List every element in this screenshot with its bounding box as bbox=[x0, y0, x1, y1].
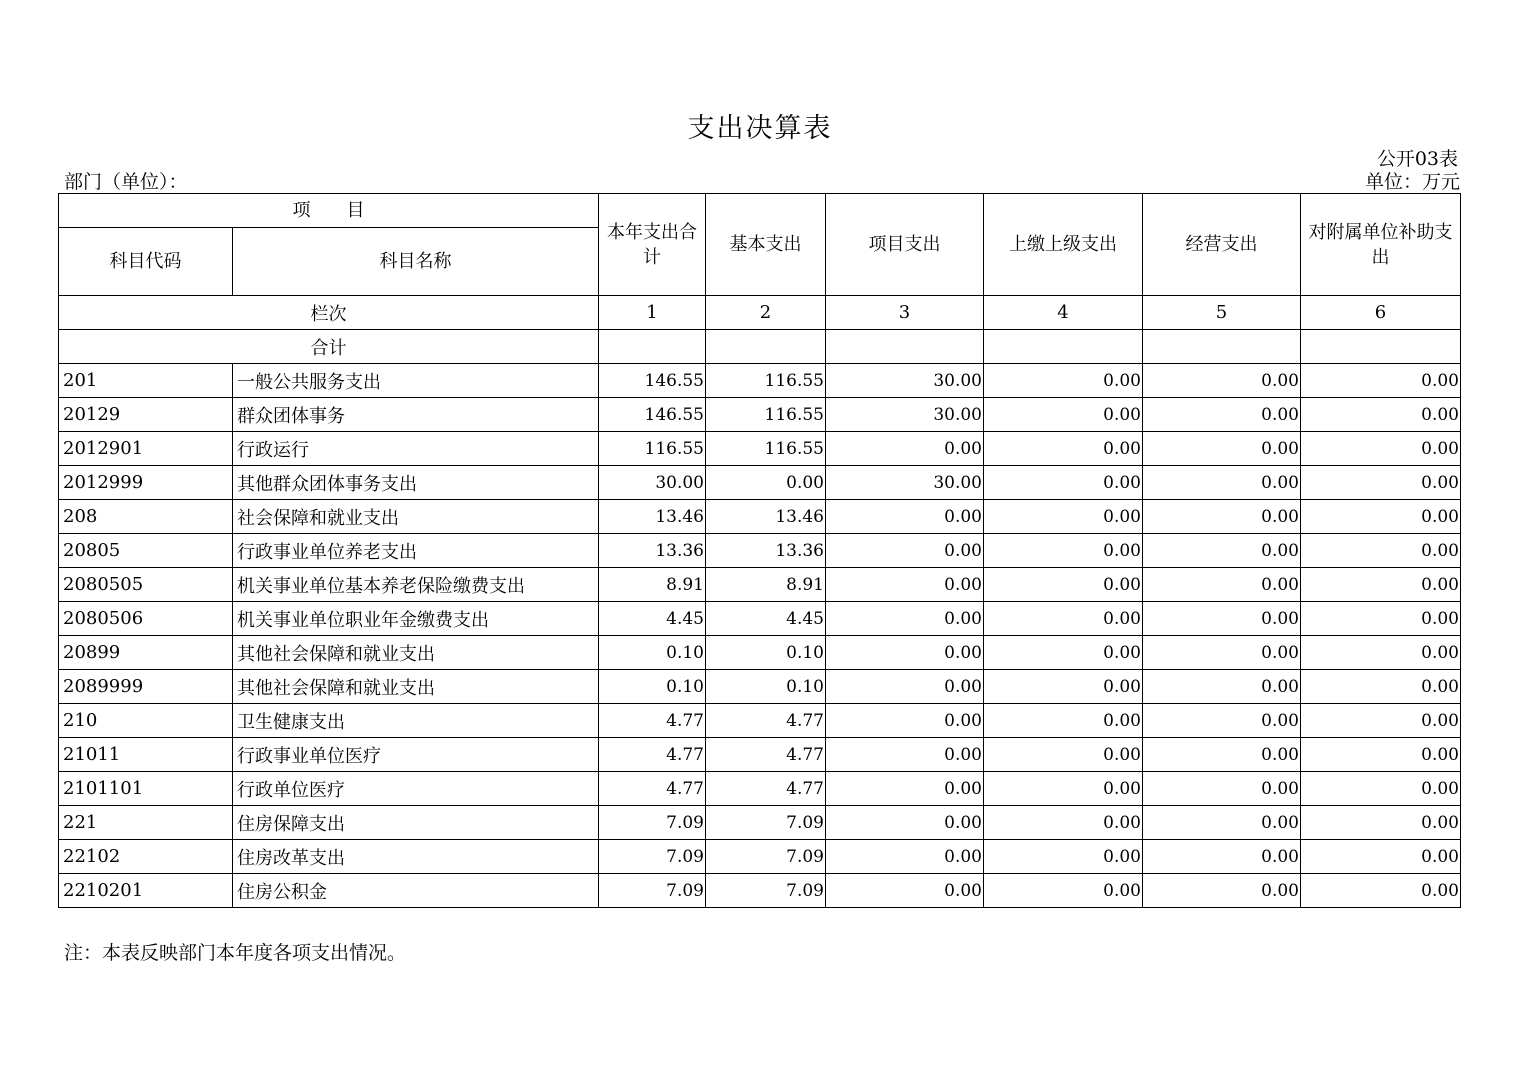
amount-cell: 7.09 bbox=[599, 874, 706, 908]
amount-cell: 4.45 bbox=[706, 602, 826, 636]
amount-cell: 0.00 bbox=[1301, 840, 1461, 874]
amount-cell: 0.00 bbox=[984, 704, 1143, 738]
amount-cell: 116.55 bbox=[599, 432, 706, 466]
table-row bbox=[59, 636, 1461, 670]
table-row bbox=[59, 568, 1461, 602]
amount-cell: 0.00 bbox=[826, 534, 984, 568]
subject-name: 住房改革支出 bbox=[233, 840, 599, 874]
amount-cell: 8.91 bbox=[599, 568, 706, 602]
amount-cell: 0.00 bbox=[1143, 568, 1301, 602]
header-basic: 基本支出 bbox=[706, 194, 826, 296]
subject-name: 社会保障和就业支出 bbox=[233, 500, 599, 534]
amount-cell: 0.00 bbox=[826, 704, 984, 738]
header-business: 经营支出 bbox=[1143, 194, 1301, 296]
amount-cell: 0.00 bbox=[984, 364, 1143, 398]
amount-cell: 0.00 bbox=[984, 432, 1143, 466]
table-row bbox=[59, 704, 1461, 738]
amount-cell: 7.09 bbox=[706, 874, 826, 908]
total-value bbox=[826, 330, 984, 364]
amount-cell: 0.00 bbox=[984, 568, 1143, 602]
subject-code: 2012999 bbox=[59, 466, 233, 500]
subject-code: 208 bbox=[59, 500, 233, 534]
amount-cell: 0.00 bbox=[984, 636, 1143, 670]
amount-cell: 0.00 bbox=[1143, 534, 1301, 568]
amount-cell: 8.91 bbox=[706, 568, 826, 602]
amount-cell: 7.09 bbox=[599, 840, 706, 874]
column-number: 1 bbox=[599, 296, 706, 330]
amount-cell: 0.00 bbox=[1143, 772, 1301, 806]
column-number: 3 bbox=[826, 296, 984, 330]
amount-cell: 0.00 bbox=[826, 568, 984, 602]
amount-cell: 4.77 bbox=[599, 772, 706, 806]
amount-cell: 0.00 bbox=[1301, 670, 1461, 704]
amount-cell: 0.00 bbox=[706, 466, 826, 500]
amount-cell: 0.00 bbox=[1143, 874, 1301, 908]
header-total: 本年支出合计 bbox=[599, 194, 706, 296]
amount-cell: 0.00 bbox=[984, 874, 1143, 908]
amount-cell: 0.00 bbox=[984, 772, 1143, 806]
table-row bbox=[59, 534, 1461, 568]
amount-cell: 0.00 bbox=[1301, 466, 1461, 500]
column-number: 2 bbox=[706, 296, 826, 330]
amount-cell: 0.00 bbox=[1301, 568, 1461, 602]
page-title: 支出决算表 bbox=[687, 113, 833, 144]
amount-cell: 0.00 bbox=[984, 738, 1143, 772]
column-number: 5 bbox=[1143, 296, 1301, 330]
table-row bbox=[59, 432, 1461, 466]
amount-cell: 0.00 bbox=[826, 738, 984, 772]
amount-cell: 30.00 bbox=[826, 398, 984, 432]
table-row bbox=[59, 772, 1461, 806]
amount-cell: 0.00 bbox=[1143, 466, 1301, 500]
subject-code: 2101101 bbox=[59, 772, 233, 806]
subject-name: 其他社会保障和就业支出 bbox=[233, 636, 599, 670]
amount-cell: 0.00 bbox=[826, 670, 984, 704]
column-number-row bbox=[59, 296, 1461, 330]
amount-cell: 0.00 bbox=[1143, 364, 1301, 398]
amount-cell: 116.55 bbox=[706, 432, 826, 466]
table-row bbox=[59, 500, 1461, 534]
amount-cell: 0.00 bbox=[1143, 602, 1301, 636]
amount-cell: 0.00 bbox=[1143, 738, 1301, 772]
subject-name: 其他群众团体事务支出 bbox=[233, 466, 599, 500]
amount-cell: 0.00 bbox=[826, 874, 984, 908]
amount-cell: 0.00 bbox=[1301, 738, 1461, 772]
amount-cell: 0.00 bbox=[1301, 874, 1461, 908]
amount-cell: 0.00 bbox=[826, 432, 984, 466]
subject-code: 22102 bbox=[59, 840, 233, 874]
amount-cell: 0.00 bbox=[984, 840, 1143, 874]
subject-name: 行政事业单位养老支出 bbox=[233, 534, 599, 568]
subject-name: 行政事业单位医疗 bbox=[233, 738, 599, 772]
amount-cell: 0.10 bbox=[706, 670, 826, 704]
unit-label: 单位：万元 bbox=[1364, 171, 1460, 193]
subject-name: 行政运行 bbox=[233, 432, 599, 466]
amount-cell: 0.00 bbox=[1143, 500, 1301, 534]
amount-cell: 116.55 bbox=[706, 364, 826, 398]
header-upper: 上缴上级支出 bbox=[984, 194, 1143, 296]
table-row bbox=[59, 466, 1461, 500]
amount-cell: 0.10 bbox=[599, 670, 706, 704]
amount-cell: 7.09 bbox=[706, 806, 826, 840]
total-row bbox=[59, 330, 1461, 364]
form-number: 公开03表 bbox=[1376, 148, 1458, 170]
amount-cell: 0.00 bbox=[826, 806, 984, 840]
subject-name: 住房保障支出 bbox=[233, 806, 599, 840]
table-row bbox=[59, 398, 1461, 432]
header-code: 科目代码 bbox=[59, 228, 233, 296]
subject-code: 221 bbox=[59, 806, 233, 840]
amount-cell: 30.00 bbox=[826, 466, 984, 500]
amount-cell: 0.00 bbox=[1301, 500, 1461, 534]
total-value bbox=[599, 330, 706, 364]
subject-code: 2210201 bbox=[59, 874, 233, 908]
header-subsidy: 对附属单位补助支出 bbox=[1301, 194, 1461, 296]
subject-code: 201 bbox=[59, 364, 233, 398]
subject-name: 其他社会保障和就业支出 bbox=[233, 670, 599, 704]
amount-cell: 13.46 bbox=[706, 500, 826, 534]
amount-cell: 0.00 bbox=[984, 466, 1143, 500]
amount-cell: 0.00 bbox=[1301, 772, 1461, 806]
header-project: 项目支出 bbox=[826, 194, 984, 296]
table-row bbox=[59, 806, 1461, 840]
footnote: 注：本表反映部门本年度各项支出情况。 bbox=[64, 942, 407, 964]
amount-cell: 0.00 bbox=[984, 534, 1143, 568]
amount-cell: 30.00 bbox=[599, 466, 706, 500]
subject-code: 2089999 bbox=[59, 670, 233, 704]
amount-cell: 0.00 bbox=[1301, 534, 1461, 568]
total-label: 合计 bbox=[59, 330, 599, 364]
amount-cell: 0.00 bbox=[1143, 636, 1301, 670]
subject-code: 20805 bbox=[59, 534, 233, 568]
amount-cell: 0.00 bbox=[1301, 602, 1461, 636]
expenditure-table bbox=[58, 193, 1461, 908]
total-value bbox=[1143, 330, 1301, 364]
column-number: 4 bbox=[984, 296, 1143, 330]
subject-name: 机关事业单位基本养老保险缴费支出 bbox=[233, 568, 599, 602]
subject-code: 21011 bbox=[59, 738, 233, 772]
amount-cell: 0.00 bbox=[826, 636, 984, 670]
subject-name: 卫生健康支出 bbox=[233, 704, 599, 738]
total-value bbox=[1301, 330, 1461, 364]
amount-cell: 0.00 bbox=[1143, 840, 1301, 874]
subject-name: 群众团体事务 bbox=[233, 398, 599, 432]
table-row bbox=[59, 738, 1461, 772]
subject-code: 20129 bbox=[59, 398, 233, 432]
amount-cell: 7.09 bbox=[599, 806, 706, 840]
amount-cell: 146.55 bbox=[599, 398, 706, 432]
amount-cell: 0.00 bbox=[1301, 398, 1461, 432]
amount-cell: 4.77 bbox=[706, 738, 826, 772]
column-number: 6 bbox=[1301, 296, 1461, 330]
amount-cell: 0.00 bbox=[1143, 704, 1301, 738]
amount-cell: 13.46 bbox=[599, 500, 706, 534]
amount-cell: 0.00 bbox=[1143, 806, 1301, 840]
amount-cell: 0.00 bbox=[1143, 432, 1301, 466]
subject-code: 210 bbox=[59, 704, 233, 738]
table-row bbox=[59, 874, 1461, 908]
amount-cell: 4.77 bbox=[599, 704, 706, 738]
subject-code: 2080505 bbox=[59, 568, 233, 602]
total-value bbox=[984, 330, 1143, 364]
header-item: 项 目 bbox=[59, 194, 599, 228]
table-row bbox=[59, 602, 1461, 636]
amount-cell: 30.00 bbox=[826, 364, 984, 398]
table-row bbox=[59, 364, 1461, 398]
amount-cell: 146.55 bbox=[599, 364, 706, 398]
amount-cell: 0.00 bbox=[984, 398, 1143, 432]
subject-name: 住房公积金 bbox=[233, 874, 599, 908]
subject-name: 一般公共服务支出 bbox=[233, 364, 599, 398]
subject-code: 20899 bbox=[59, 636, 233, 670]
header-name: 科目名称 bbox=[233, 228, 599, 296]
amount-cell: 13.36 bbox=[706, 534, 826, 568]
amount-cell: 0.00 bbox=[826, 772, 984, 806]
amount-cell: 0.00 bbox=[984, 806, 1143, 840]
amount-cell: 0.00 bbox=[1143, 670, 1301, 704]
table-row bbox=[59, 670, 1461, 704]
subject-code: 2080506 bbox=[59, 602, 233, 636]
amount-cell: 0.10 bbox=[599, 636, 706, 670]
subject-name: 行政单位医疗 bbox=[233, 772, 599, 806]
amount-cell: 4.77 bbox=[706, 704, 826, 738]
amount-cell: 0.00 bbox=[1301, 704, 1461, 738]
amount-cell: 4.77 bbox=[599, 738, 706, 772]
amount-cell: 0.00 bbox=[826, 840, 984, 874]
amount-cell: 0.00 bbox=[1301, 364, 1461, 398]
amount-cell: 116.55 bbox=[706, 398, 826, 432]
amount-cell: 0.00 bbox=[1301, 806, 1461, 840]
amount-cell: 0.00 bbox=[1143, 398, 1301, 432]
amount-cell: 4.77 bbox=[706, 772, 826, 806]
subject-name: 机关事业单位职业年金缴费支出 bbox=[233, 602, 599, 636]
amount-cell: 7.09 bbox=[706, 840, 826, 874]
amount-cell: 13.36 bbox=[599, 534, 706, 568]
table-row bbox=[59, 840, 1461, 874]
amount-cell: 0.00 bbox=[984, 500, 1143, 534]
amount-cell: 0.00 bbox=[984, 602, 1143, 636]
amount-cell: 0.10 bbox=[706, 636, 826, 670]
department-label: 部门（单位）： bbox=[64, 171, 188, 193]
amount-cell: 4.45 bbox=[599, 602, 706, 636]
amount-cell: 0.00 bbox=[1301, 432, 1461, 466]
total-value bbox=[706, 330, 826, 364]
amount-cell: 0.00 bbox=[984, 670, 1143, 704]
amount-cell: 0.00 bbox=[1301, 636, 1461, 670]
column-number-label: 栏次 bbox=[59, 296, 599, 330]
subject-code: 2012901 bbox=[59, 432, 233, 466]
amount-cell: 0.00 bbox=[826, 602, 984, 636]
amount-cell: 0.00 bbox=[826, 500, 984, 534]
